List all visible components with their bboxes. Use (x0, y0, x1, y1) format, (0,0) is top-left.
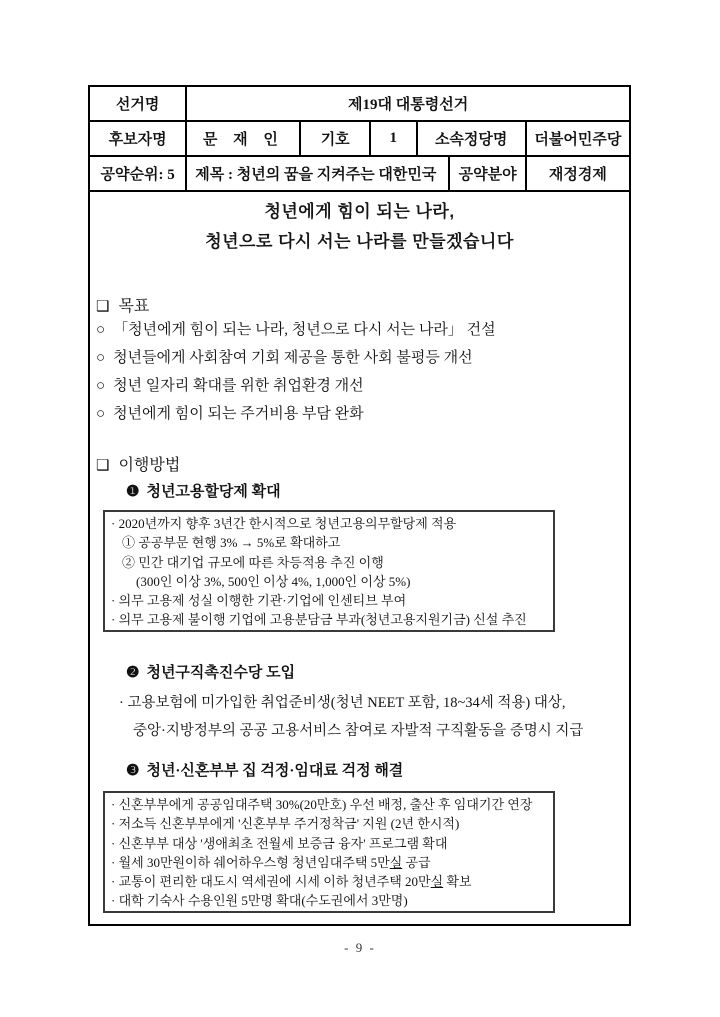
pledge-slogan (90, 197, 629, 257)
header-row-pledge (90, 157, 629, 192)
candidate-name-label: 후보자명 (90, 122, 187, 155)
number-2-circle-icon: ❷ (126, 665, 140, 681)
impl-section-1-title (126, 480, 281, 501)
header-row-candidate (90, 122, 629, 157)
goal-item-text: 청년들에게 사회참여 기회 제공을 통한 사회 불평등 개선 (113, 350, 473, 366)
ballot-number-value: 1 (371, 122, 418, 155)
box-line: (300인 이상 3%, 500인 이상 4%, 1,000인 이상 5%) (136, 573, 411, 589)
goals-list (96, 316, 496, 428)
box-line: · 신혼부부 대상 '생애최초 전월세 보증금 융자' 프로그램 확대 (111, 835, 448, 851)
ballot-number-label: 기호 (301, 122, 370, 155)
box-line: · 교통이 편리한 대도시 역세권에 시세 이하 청년주택 20만실 확보 (111, 874, 472, 890)
election-name-value: 제19대 대통령선거 (348, 97, 469, 113)
impl-section-3-title-text: 청년·신혼부부 집 걱정·임대료 걱정 해결 (146, 763, 404, 779)
pledge-category-value: 재정경제 (548, 167, 607, 183)
circle-bullet-icon: ○ (96, 350, 106, 366)
impl-section-2-title (126, 661, 295, 682)
impl-section-3-box (103, 791, 555, 913)
pledge-title-cell: 제목 : 청년의 꿈을 지켜주는 대한민국 (187, 157, 450, 190)
impl-section-1-title-text: 청년고용할당제 확대 (146, 484, 281, 500)
number-1-circle-icon: ❶ (126, 484, 140, 500)
box-line: ② 민간 대기업 규모에 따른 차등적용 추진 이행 (122, 554, 384, 570)
header-table (90, 87, 629, 192)
slogan-line-1: 청년에게 힘이 되는 나라, (264, 202, 455, 221)
number-3-circle-icon: ❸ (126, 763, 140, 779)
goal-item (96, 344, 496, 372)
impl-section-2-line-1: · 고용보험에 미가입한 취업준비생(청년 NEET 포함, 18~34세 적용) 대상, (119, 695, 566, 711)
circle-bullet-icon: ○ (96, 378, 106, 394)
pledge-document-frame (88, 85, 631, 926)
box-line: · 월세 30만원이하 쉐어하우스형 청년임대주택 5만실 공급 (111, 854, 431, 870)
goal-item-text: 청년 일자리 확대를 위한 취업환경 개선 (113, 378, 364, 394)
header-row-election (90, 87, 629, 122)
goal-item (96, 372, 496, 400)
square-bullet-icon: ❑ (96, 458, 110, 474)
circle-bullet-icon: ○ (96, 322, 106, 338)
impl-section-3-title (126, 759, 403, 780)
page-number: - 9 - (344, 940, 376, 955)
impl-section-2-title-text: 청년구직촉진수당 도입 (146, 665, 296, 681)
implementation-heading (96, 452, 180, 475)
goals-heading (96, 293, 149, 316)
party-name-value: 더불어민주당 (534, 132, 622, 148)
box-line: · 의무 고용제 성실 이행한 기관·기업에 인센티브 부여 (111, 593, 407, 609)
box-line: · 의무 고용제 불이행 기업에 고용분담금 부과(청년고용지원기금) 신설 추진 (111, 612, 527, 628)
circle-bullet-icon: ○ (96, 406, 106, 422)
box-line: · 신혼부부에게 공공임대주택 30%(20만호) 우선 배정, 출산 후 임대기간 연장 (111, 797, 533, 812)
goal-item (96, 400, 496, 428)
slogan-line-2: 청년으로 다시 서는 나라를 만들겠습니다 (205, 232, 514, 251)
goal-item-text: 「청년에게 힘이 되는 나라, 청년으로 다시 서는 나라」 건설 (113, 322, 496, 338)
impl-section-2-body (119, 689, 583, 745)
impl-section-2-line-2: 중앙·지방정부의 공공 고용서비스 참여로 자발적 구직활동을 증명시 지급 (133, 723, 584, 739)
impl-section-1-box (103, 510, 555, 632)
box-line: · 대학 기숙사 수용인원 5만명 확대(수도권에서 3만명) (111, 893, 408, 909)
candidate-name-value: 문 재 인 (187, 122, 301, 155)
election-name-label: 선거명 (90, 87, 187, 120)
party-name-label: 소속정당명 (418, 122, 527, 155)
box-line: · 저소득 신혼부부에게 '신혼부부 주거정착금' 지원 (2년 한시적) (111, 816, 460, 832)
pledge-category-label: 공약분야 (450, 157, 526, 190)
box-line: · 2020년까지 향후 3년간 한시적으로 청년고용의무할당제 적용 (111, 516, 457, 531)
box-line: ① 공공부문 현행 3% → 5%로 확대하고 (122, 535, 341, 551)
pledge-rank-cell: 공약순위: 5 (90, 157, 187, 190)
implementation-heading-label: 이행방법 (118, 457, 181, 474)
goal-item-text: 청년에게 힘이 되는 주거비용 부담 완화 (113, 406, 364, 422)
square-bullet-icon: ❑ (96, 299, 110, 315)
goal-item (96, 316, 496, 344)
goals-heading-label: 목표 (118, 298, 150, 315)
